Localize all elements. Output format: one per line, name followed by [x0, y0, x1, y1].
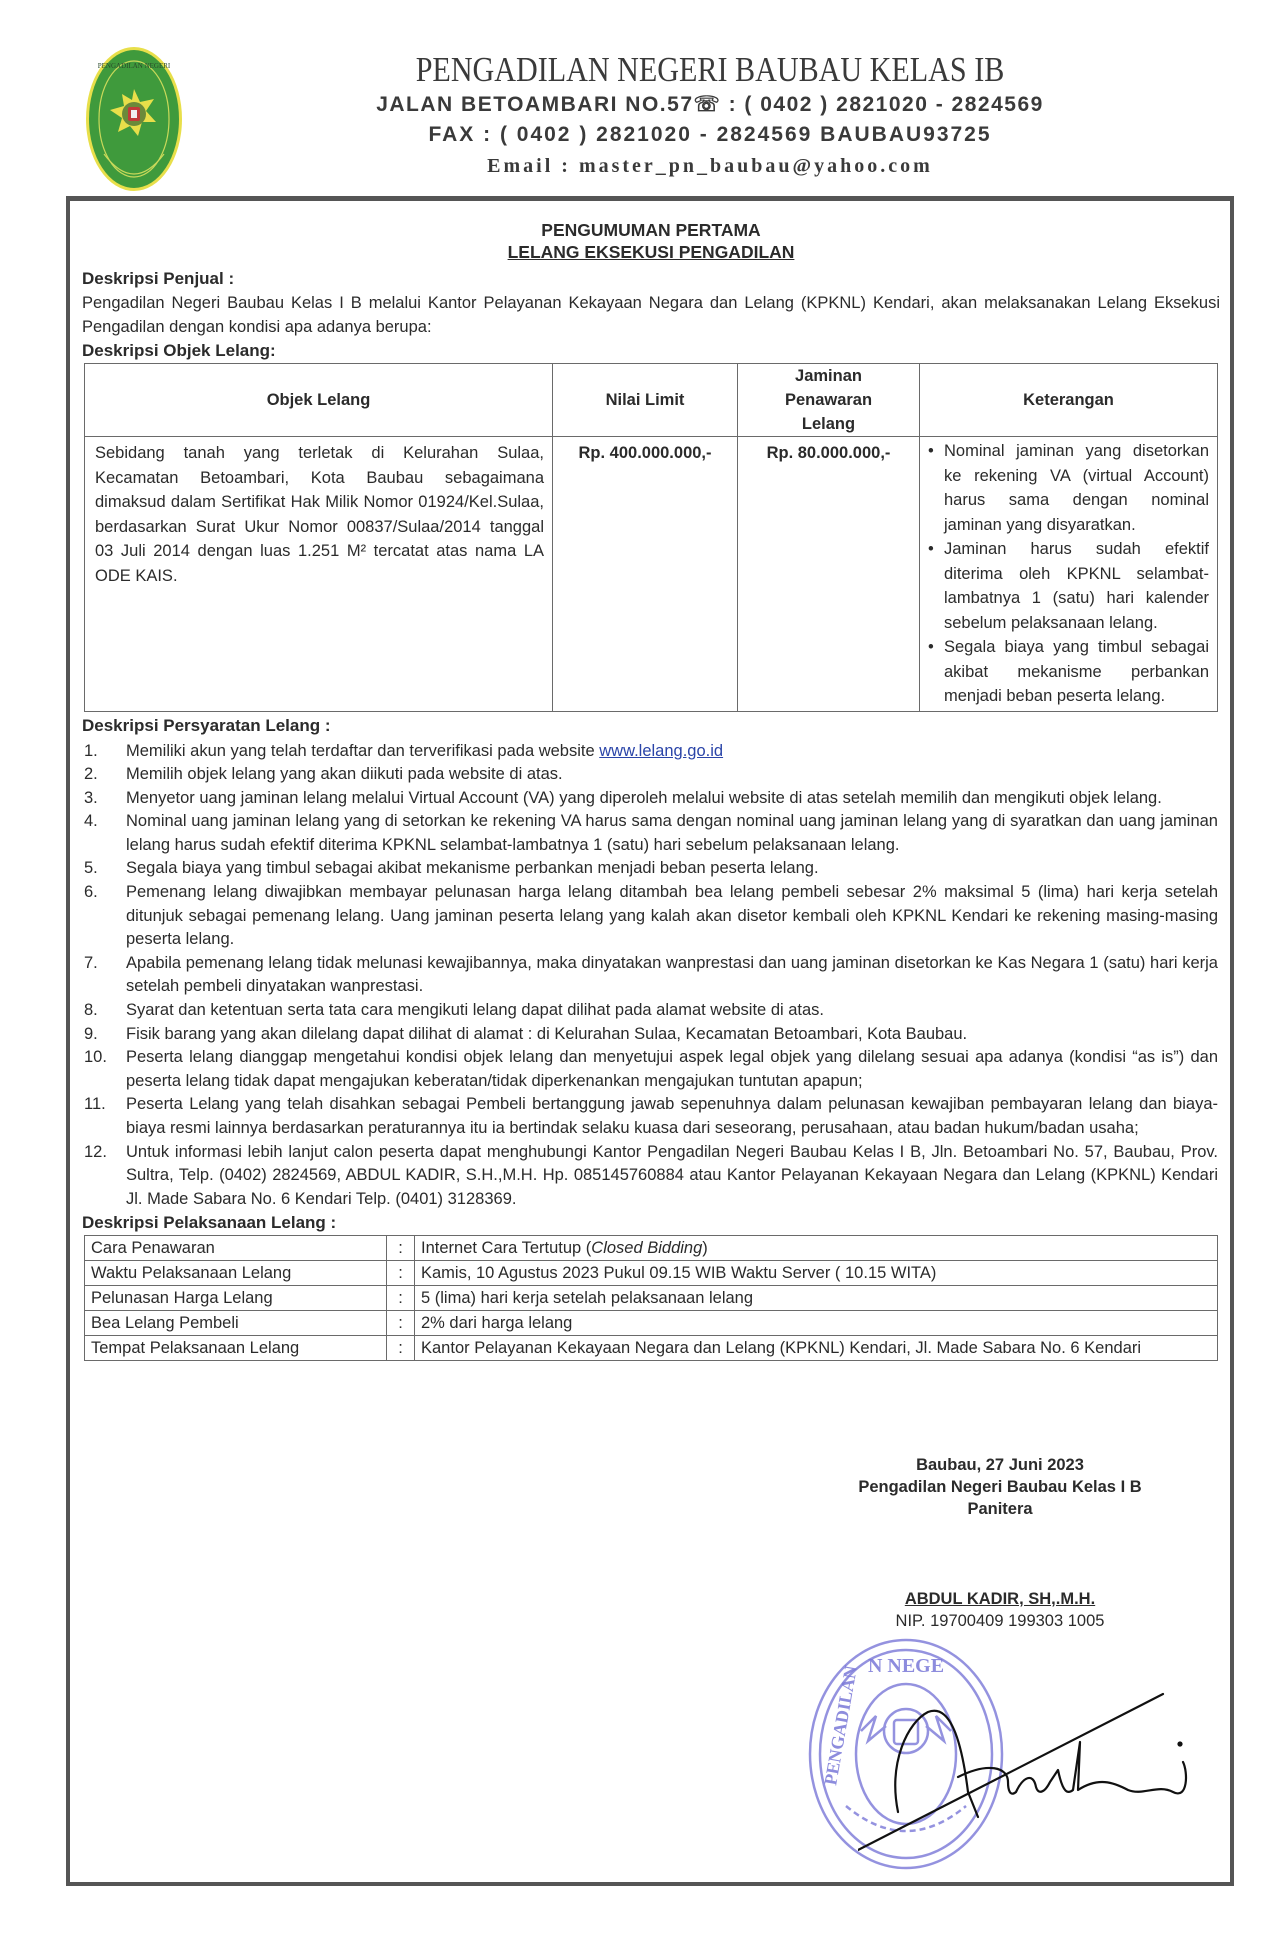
court-name: PENGADILAN NEGERI BAUBAU KELAS IB [415, 50, 1005, 89]
court-emblem-icon [84, 44, 184, 194]
list-item [82, 1023, 1220, 1047]
column-header-keterangan: Keterangan [920, 364, 1218, 437]
signer-role: Panitera [967, 1500, 1033, 1518]
letterhead [0, 0, 1272, 196]
item-text: Memilih objek lelang yang akan diikuti pada website di atas. [126, 765, 563, 784]
letterhead-text [300, 50, 1120, 182]
item-text: Menyetor uang jaminan lelang melalui Virtual Account (VA) yang diperoleh melalui website di atas setelah memilih dan mengikuti objek lelang. [126, 788, 1162, 807]
item-text [126, 740, 1220, 764]
penjual-label: Deskripsi Penjual : [82, 269, 235, 288]
column-header-jaminan: Jaminan Penawaran Lelang [738, 364, 920, 437]
address-line [300, 90, 1120, 120]
item-number: 2. [84, 765, 98, 784]
table-row [85, 1236, 1218, 1261]
announcement-frame [66, 196, 1234, 1886]
list-item [82, 1141, 1220, 1212]
item-number: 1. [84, 741, 98, 760]
item-number: 3. [84, 788, 98, 807]
signer-name: ABDUL KADIR, SH,.M.H. [904, 1590, 1096, 1608]
row-key: Cara Penawaran [85, 1236, 387, 1261]
item-number: 11. [84, 1095, 106, 1114]
row-key: Waktu Pelaksanaan Lelang [85, 1261, 387, 1286]
pelaksanaan-label: Deskripsi Pelaksanaan Lelang : [82, 1213, 337, 1233]
row-separator: : [387, 1261, 415, 1286]
persyaratan-label: Deskripsi Persyaratan Lelang : [82, 715, 331, 735]
signature-space [780, 1520, 1220, 1588]
item-number: 7. [84, 953, 98, 972]
heading-line-2: LELANG EKSEKUSI PENGADILAN [507, 242, 795, 262]
item-text: Fisik barang yang akan dilelang dapat dilihat di alamat : di Kelurahan Sulaa, Kecamatan Betoambari, Kota Baubau. [126, 1024, 968, 1043]
signer-nip: NIP. 19700409 199303 1005 [895, 1612, 1105, 1630]
item-text: Pemenang lelang diwajibkan membayar pelunasan harga lelang ditambah bea lelang pembeli sebesar 2% maksimal 5 (lima) hari kerja setelah ditunjuk sebagai pemenang lelang. Uang jaminan peserta lelang yang kalah akan disetor kembali oleh KPKNL Kendari ke rekening masing-masing peserta lelang. [126, 883, 1218, 949]
table-row [85, 1261, 1218, 1286]
row-key: Pelunasan Harga Lelang [85, 1286, 387, 1311]
row-separator: : [387, 1336, 415, 1361]
item-text: Peserta lelang dianggap mengetahui kondisi objek lelang dan menyetujui aspek legal objek yang dilelang sesuai apa adanya (kondisi “as is”) dan peserta lelang tidak dapat mengajukan keberatan/tidak diperkenankan mengajukan tuntutan apapun; [126, 1048, 1218, 1090]
jaminan-value: Rp. 80.000.000,- [738, 437, 920, 712]
row-value: Kantor Pelayanan Kekayaan Negara dan Lelang (KPKNL) Kendari, Jl. Made Sabara No. 6 Kendari [415, 1336, 1218, 1361]
table-row [85, 437, 1218, 712]
row-value: 2% dari harga lelang [415, 1311, 1218, 1336]
objek-table-header [85, 364, 1218, 437]
column-header-objek: Objek Lelang [85, 364, 553, 437]
phone-number: : ( 0402 ) 2821020 - 2824569 [721, 93, 1044, 116]
row-separator: : [387, 1236, 415, 1261]
signature-block [780, 1454, 1220, 1632]
list-item: • Segala biaya yang timbul sebagai akibat mekanisme perbankan menjadi beban peserta lelang. [928, 635, 1209, 709]
item-number: 5. [84, 859, 98, 878]
handwritten-signature-icon [858, 1672, 1228, 1852]
item-text: Untuk informasi lebih lanjut calon peserta dapat menghubungi Kantor Pengadilan Negeri Baubau Kelas I B, Jln. Betoambari No. 57, Baubau, Prov. Sultra, Telp. (0402) 2824569, ABDUL KADIR, S.H.,M.H. Hp. 085145760884 atau Kantor Pelayanan Kekayaan Negara dan Lelang (KPKNL) Kendari Jl. Made Sabara No. 6 Kendari Telp. (0401) 3128369. [126, 1142, 1218, 1208]
announcement-content [82, 219, 1220, 1361]
pelaksanaan-table [84, 1235, 1218, 1361]
signer-institution: Pengadilan Negeri Baubau Kelas I B [858, 1478, 1142, 1496]
lelang-website-link[interactable]: www.lelang.go.id [599, 741, 724, 760]
list-item [82, 952, 1220, 999]
objek-label: Deskripsi Objek Lelang: [82, 341, 276, 360]
item-number: 9. [84, 1024, 98, 1043]
list-item: • Nominal jaminan yang disetorkan ke rekening VA (virtual Account) harus sama dengan nominal jaminan yang disyaratkan. [928, 439, 1209, 537]
fax-line: FAX : ( 0402 ) 2821020 - 2824569 BAUBAU93725 [428, 123, 992, 146]
table-row [85, 1311, 1218, 1336]
list-item [82, 857, 1220, 881]
objek-table [84, 363, 1218, 712]
row-value: Kamis, 10 Agustus 2023 Pukul 09.15 WIB Waktu Server ( 10.15 WITA) [415, 1261, 1218, 1286]
item-number: 10. [84, 1048, 107, 1067]
item-text: Peserta Lelang yang telah disahkan sebagai Pembeli bertanggung jawab sepenuhnya dalam pelunasan kewajiban pembayaran lelang dan biaya-biaya resmi lainnya berdasarkan peraturannya itu ia bertindak selaku kuasa dari seseorang, perusahaan, atau badan hukum/badan usaha; [126, 1095, 1218, 1137]
svg-text:PENGADILAN NEGERI: PENGADILAN NEGERI [97, 62, 171, 70]
keterangan-cell [920, 437, 1218, 712]
row-separator: : [387, 1286, 415, 1311]
announcement-heading [82, 219, 1220, 263]
list-item [82, 881, 1220, 952]
list-item [82, 999, 1220, 1023]
list-item: • Jaminan harus sudah efektif diterima oleh KPKNL selambat-lambatnya 1 (satu) hari kalender sebelum pelaksanaan lelang. [928, 537, 1209, 635]
row-value [415, 1236, 1218, 1261]
objek-description: Sebidang tanah yang terletak di Kelurahan Sulaa, Kecamatan Betoambari, Kota Baubau sebagaimana dimaksud dalam Sertifikat Hak Milik Nomor 01924/Kel.Sulaa, berdasarkan Surat Ukur Nomor 00837/Sulaa/2014 tanggal 03 Juli 2014 dengan luas 1.251 M² tercatat atas nama LA ODE KAIS. [85, 437, 553, 712]
item-number: 8. [84, 1001, 98, 1020]
penjual-text: Pengadilan Negeri Baubau Kelas I B melalui Kantor Pelayanan Kekayaan Negara dan Lelang (KPKNL) Kendari, akan melaksanakan Lelang Eksekusi Pengadilan dengan kondisi apa adanya berupa: [82, 294, 1220, 336]
list-item [82, 1046, 1220, 1093]
row-key: Tempat Pelaksanaan Lelang [85, 1336, 387, 1361]
table-row [85, 1336, 1218, 1361]
svg-text:PENGADILAN: PENGADILAN [820, 1664, 861, 1787]
row-key: Bea Lelang Pembeli [85, 1311, 387, 1336]
list-item [82, 1093, 1220, 1140]
list-item [82, 810, 1220, 857]
heading-line-1: PENGUMUMAN PERTAMA [541, 220, 761, 240]
list-item [82, 740, 1220, 764]
row-separator: : [387, 1311, 415, 1336]
row-value: 5 (lima) hari kerja setelah pelaksanaan lelang [415, 1286, 1218, 1311]
value-italic: Closed Bidding [591, 1239, 703, 1258]
item-text: Segala biaya yang timbul sebagai akibat mekanisme perbankan menjadi beban peserta lelang. [126, 859, 819, 878]
telephone-icon: ☏ [693, 93, 722, 116]
svg-text:N NEGE: N NEGE [867, 1655, 945, 1677]
place-date: Baubau, 27 Juni 2023 [916, 1456, 1084, 1474]
item-text: Apabila pemenang lelang tidak melunasi kewajibannya, maka dinyatakan wanprestasi dan uang jaminan disetorkan ke Kas Negara 1 (satu) hari kerja setelah pembeli dinyatakan wanprestasi. [126, 953, 1218, 996]
value-text: Internet Cara Tertutup ( [421, 1239, 592, 1258]
item-number: 6. [84, 883, 98, 902]
address: JALAN BETOAMBARI NO.57 [376, 93, 694, 116]
table-row [85, 1286, 1218, 1311]
list-item [82, 763, 1220, 787]
item-text: Syarat dan ketentuan serta tata cara mengikuti lelang dapat dilihat pada alamat website di atas. [126, 1001, 825, 1020]
item-number: 4. [84, 812, 98, 831]
column-header-nilai-limit: Nilai Limit [553, 364, 738, 437]
nilai-limit-value: Rp. 400.000.000,- [553, 437, 738, 712]
item-number: 12. [84, 1142, 107, 1161]
item-text: Nominal uang jaminan lelang yang di setorkan ke rekening VA harus sama dengan nominal uang jaminan lelang yang di syaratkan dan uang jaminan lelang harus sudah efektif diterima KPKNL selambat-lambatnya 1 (satu) hari sebelum pelaksanaan lelang. [126, 812, 1218, 854]
email-line: Email : master_pn_baubau@yahoo.com [487, 155, 933, 177]
list-item [82, 787, 1220, 811]
value-after: ) [702, 1239, 708, 1258]
item-text-body: Memiliki akun yang telah terdaftar dan terverifikasi pada website [126, 741, 600, 760]
persyaratan-list [82, 740, 1220, 1212]
keterangan-list [928, 439, 1209, 709]
